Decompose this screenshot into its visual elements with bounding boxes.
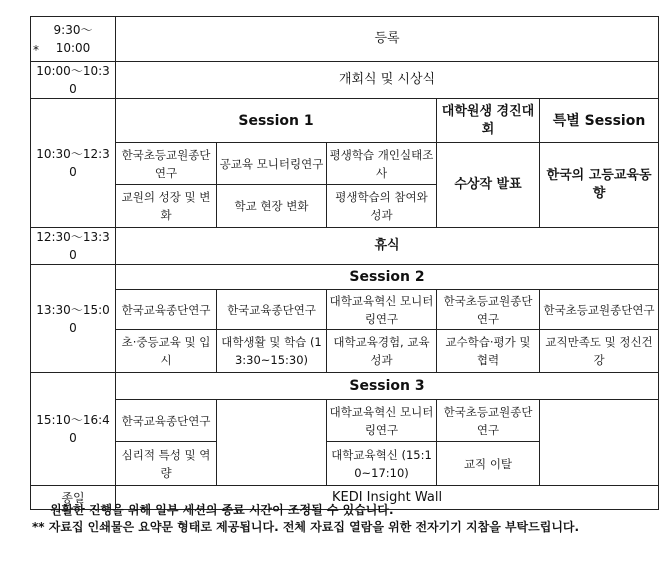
- session2-org-4: 한국초등교원종단연구: [437, 290, 540, 330]
- session3-org-4: 한국초등교원종단연구: [437, 400, 540, 442]
- session1-title: Session 1: [116, 99, 437, 143]
- session3-org-3: 대학교육혁신 모니터링연구: [327, 400, 437, 442]
- session2-topic-4: 교수학습·평가 및 협력: [437, 330, 540, 373]
- session1-topic-3: 평생학습의 참여와 성과: [327, 185, 437, 228]
- registration-cell: 등록: [116, 17, 659, 62]
- row-morning-header: [31, 99, 659, 143]
- allday-cell: KEDI Insight Wall: [116, 486, 659, 510]
- session1-org-3: 평생학습 개인실태조사: [327, 143, 437, 185]
- session1-topic-1: 교원의 성장 및 변화: [116, 185, 217, 228]
- grad-competition-cell: 수상작 발표: [437, 143, 540, 228]
- session3-topic-4: 교직 이탈: [437, 442, 540, 486]
- row-morning-orgs: [31, 143, 659, 185]
- row-session2-topics: [31, 330, 659, 373]
- session2-topic-1: 초·중등교육 및 입시: [116, 330, 217, 373]
- session2-org-3: 대학교육혁신 모니터링연구: [327, 290, 437, 330]
- row-session3-orgs: [31, 400, 659, 442]
- time-end: 10:00: [55, 41, 91, 55]
- footnote-1: 원활한 진행을 위해 일부 세션의 종료 시간이 조정될 수 있습니다.: [50, 503, 394, 517]
- footnote-2: ** 자료집 인쇄물은 요약문 형태로 제공됩니다. 전체 자료집 열람을 위한 전자기기 지참을 부탁드립니다.: [32, 520, 580, 534]
- session2-topic-5: 교직만족도 및 정신건강: [540, 330, 659, 373]
- time-start: 9:30～: [53, 23, 93, 37]
- session2-topic-2: 대학생활 및 학습 (13:30~15:30): [217, 330, 327, 373]
- row-session2-orgs: [31, 290, 659, 330]
- time-registration: [31, 17, 116, 62]
- session3-title: Session 3: [116, 373, 659, 400]
- time-lunch: 12:30～13:30: [31, 228, 116, 265]
- session3-empty-2: [217, 400, 327, 486]
- session2-org-2: 한국교육종단연구: [217, 290, 327, 330]
- session2-topic-3: 대학교육경험, 교육성과: [327, 330, 437, 373]
- time-morning: 10:30～12:30: [31, 99, 116, 228]
- row-opening: [31, 62, 659, 99]
- grad-competition-title: 대학원생 경진대회: [437, 99, 540, 143]
- time-opening: 10:00～10:30: [31, 62, 116, 99]
- session1-org-2: 공교육 모니터링연구: [217, 143, 327, 185]
- row-session2-header: [31, 265, 659, 290]
- special-session-title: 특별 Session: [540, 99, 659, 143]
- session2-org-1: 한국교육종단연구: [116, 290, 217, 330]
- time-session3: 15:10～16:40: [31, 373, 116, 486]
- time-session2: 13:30～15:00: [31, 265, 116, 373]
- footnote-marker: *: [33, 43, 39, 57]
- session3-topic-3: 대학교육혁신 (15:10~17:10): [327, 442, 437, 486]
- session3-empty-5: [540, 400, 659, 486]
- footnotes: [32, 502, 662, 536]
- session2-title: Session 2: [116, 265, 659, 290]
- session3-org-1: 한국교육종단연구: [116, 400, 217, 442]
- lunch-cell: 휴식: [116, 228, 659, 265]
- time-allday: 종일: [31, 486, 116, 510]
- schedule-table: [30, 16, 659, 510]
- row-lunch: [31, 228, 659, 265]
- session3-topic-1: 심리적 특성 및 역량: [116, 442, 217, 486]
- row-session3-header: [31, 373, 659, 400]
- session1-topic-2: 학교 현장 변화: [217, 185, 327, 228]
- opening-cell: 개회식 및 시상식: [116, 62, 659, 99]
- session2-org-5: 한국초등교원종단연구: [540, 290, 659, 330]
- special-session-cell: 한국의 고등교육동향: [540, 143, 659, 228]
- row-registration: [31, 17, 659, 62]
- session1-org-1: 한국초등교원종단연구: [116, 143, 217, 185]
